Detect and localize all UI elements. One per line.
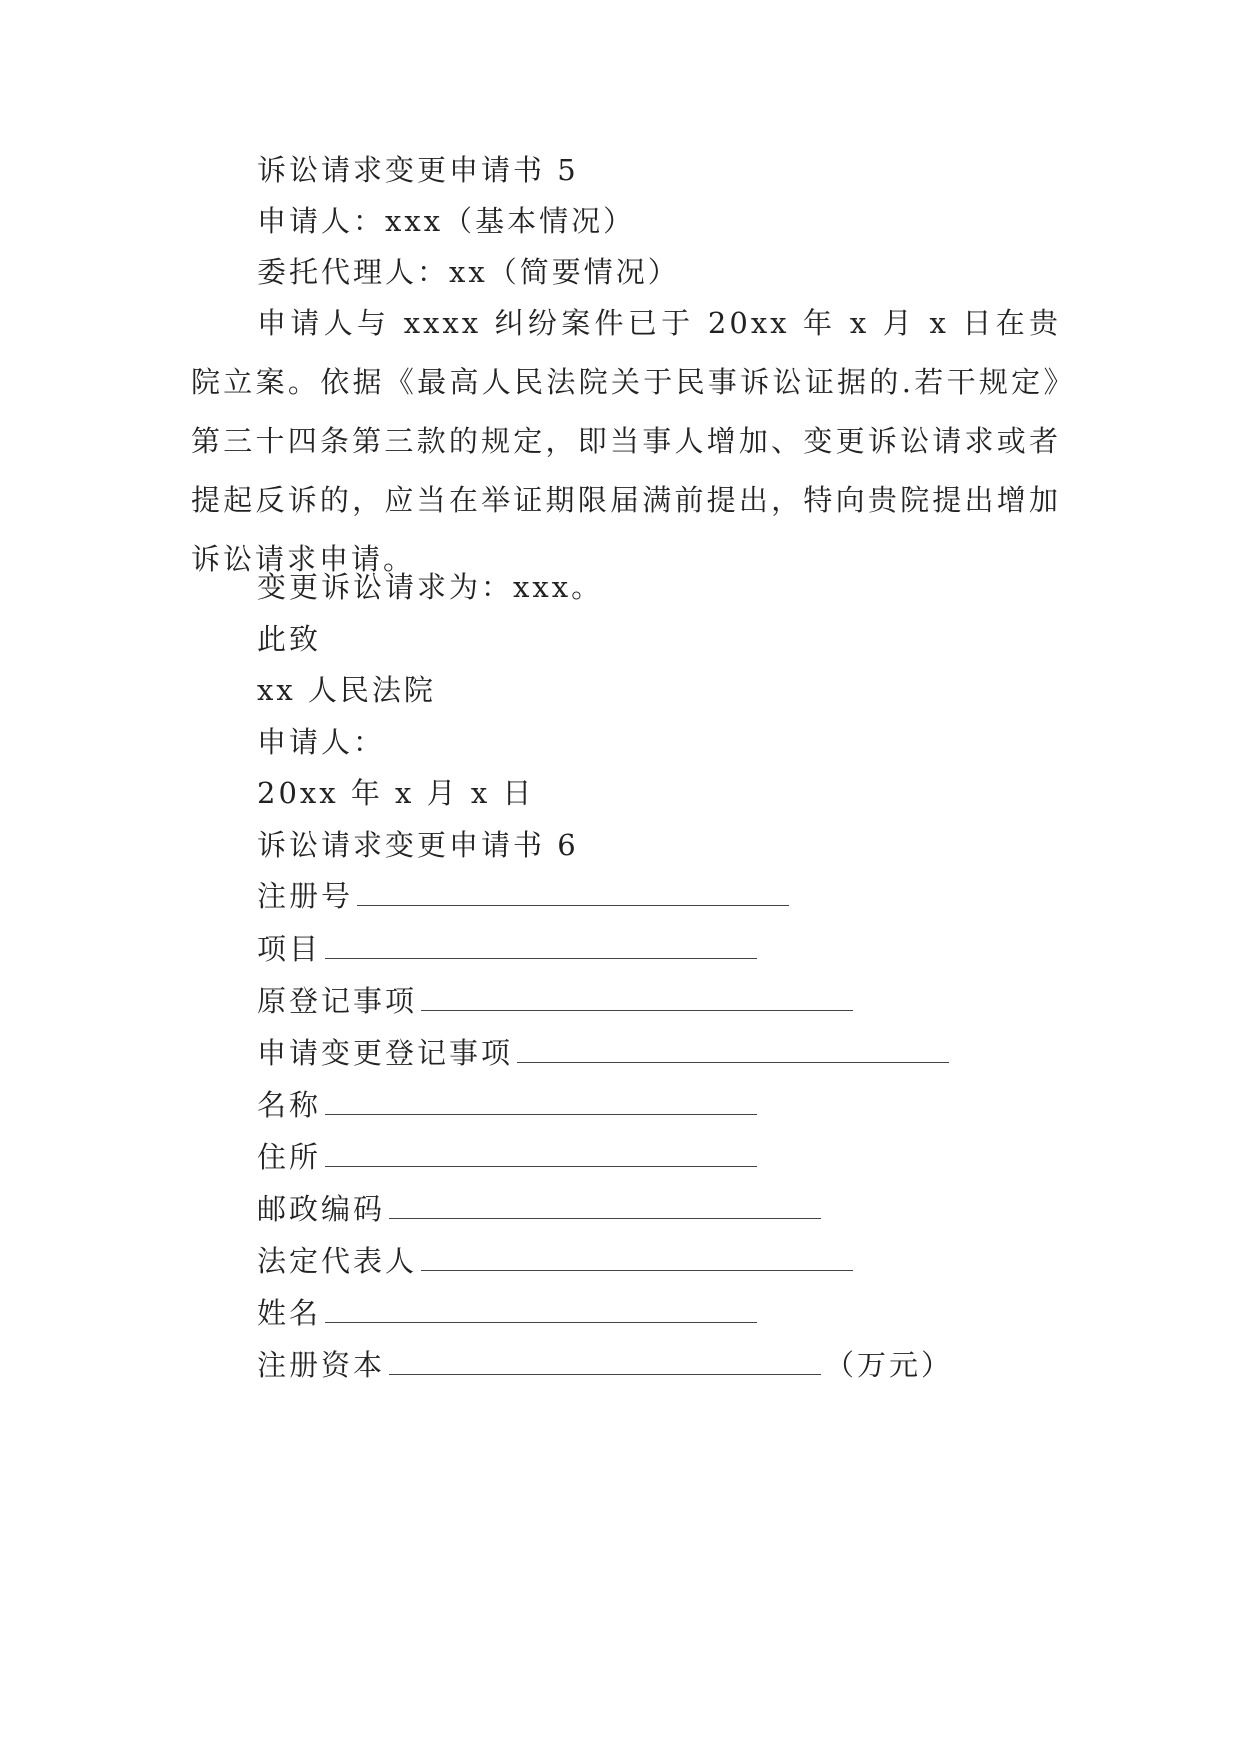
field-blank [389,1352,821,1375]
field-label: 注册号 [257,879,354,913]
field-suffix: （万元） [825,1348,954,1382]
field-blank [421,1248,853,1271]
field-label: 注册资本 [257,1348,386,1382]
field-label: 名称 [257,1088,322,1122]
field-label: 法定代表人 [257,1244,418,1278]
body-paragraph: 申请人与 xxxx 纠纷案件已于 20xx 年 x 月 x 日在贵院立案。依据《最高人民法院关于民事诉讼证据的.若干规定》第三十四条第三款的规定，即当事人增加、变更诉讼请求或者提起反诉的，应当在举证期限届满前提出，特向贵院提出增加诉讼请求申请。 [191,306,1061,576]
field-label: 项目 [257,932,322,966]
form-field-change-items [257,1033,949,1073]
field-label: 原登记事项 [257,984,418,1018]
form-field-name [257,1085,757,1125]
field-blank [325,936,757,959]
date-line: 20xx 年 x 月 x 日 [257,776,535,810]
form-field-registered-capital [257,1345,953,1385]
field-blank [421,988,853,1011]
field-label: 邮政编码 [257,1192,386,1226]
section6-title: 诉讼请求变更申请书 6 [257,828,579,862]
form-field-registration-number [257,876,789,916]
field-blank [325,1144,757,1167]
field-blank [325,1300,757,1323]
form-field-original-items [257,981,853,1021]
form-field-postal-code [257,1189,821,1229]
section5-title: 诉讼请求变更申请书 5 [257,153,579,187]
field-label: 姓名 [257,1296,322,1330]
form-field-legal-representative [257,1241,853,1281]
salutation-line: 此致 [257,622,322,656]
applicant-line: 申请人：xxx（基本情况） [257,204,636,238]
request-line: 变更诉讼请求为：xxx。 [257,570,604,604]
field-blank [357,883,789,906]
field-blank [325,1092,757,1115]
form-field-person-name [257,1293,757,1333]
field-label: 申请变更登记事项 [257,1036,514,1070]
court-line: xx 人民法院 [257,673,436,707]
field-blank [389,1196,821,1219]
field-blank [517,1040,949,1063]
form-field-address [257,1137,757,1177]
signature-line: 申请人： [257,725,386,759]
field-label: 住所 [257,1140,322,1174]
agent-line: 委托代理人：xx（简要情况） [257,255,680,289]
form-field-item [257,929,757,969]
